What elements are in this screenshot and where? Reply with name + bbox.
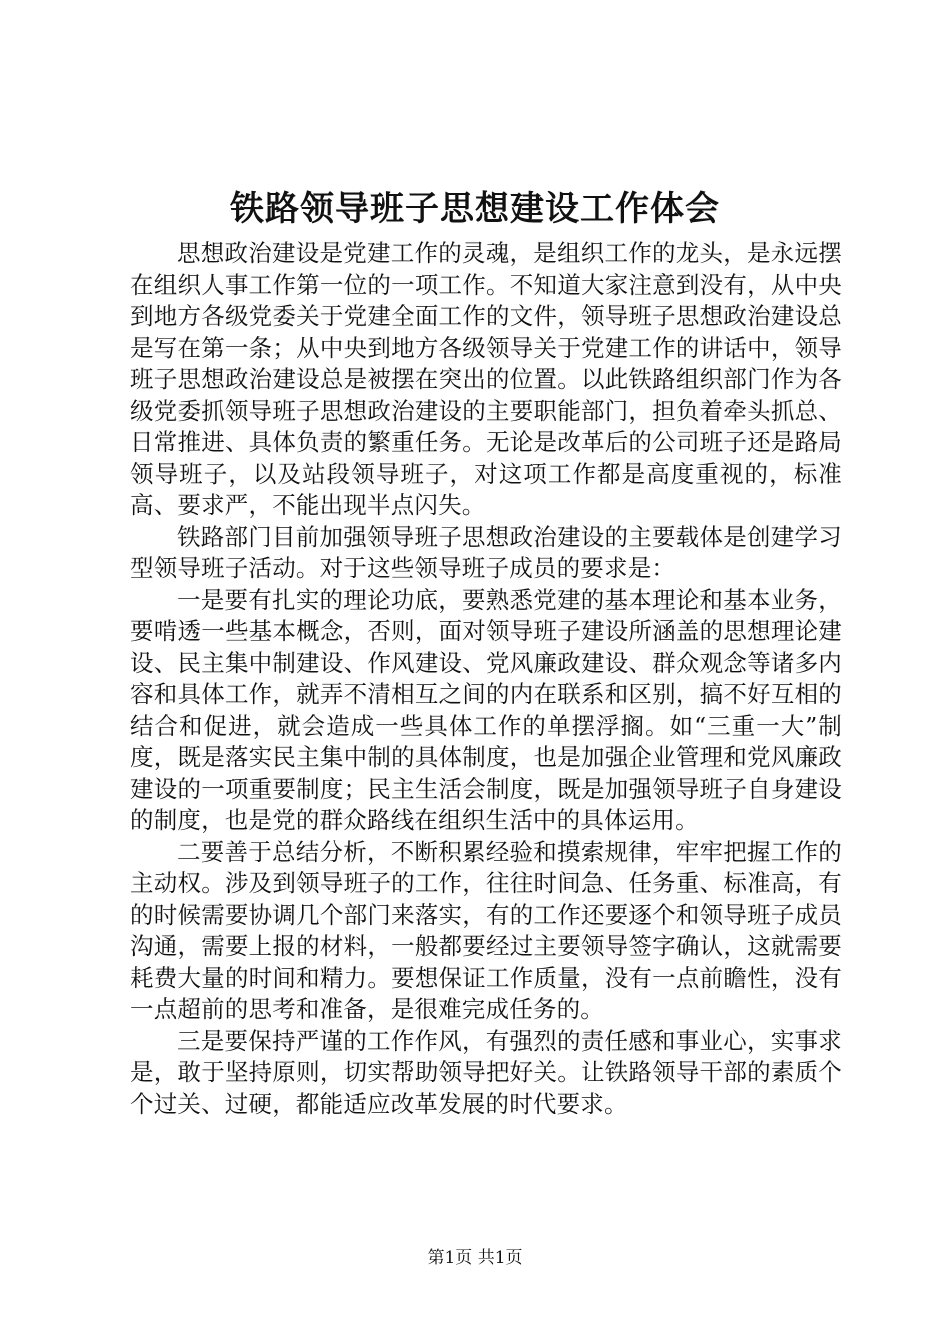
paragraph-3: 一是要有扎实的理论功底，要熟悉党建的基本理论和基本业务，要啃透一些基本概念，否则，面对领导班子建设所涵盖的思想理论建设、民主集中制建设、作风建设、党风廉政建设、群众观念等诸多内容和具体工作，就弄不清相互之间的内在联系和区别，搞不好互相的结合和促进，就会造成一些具体工作的单摆浮搁。如“三重一大”制度，既是落实民主集中制的具体制度，也是加强企业管理和党风廉政建设的一项重要制度；民主生活会制度，既是加强领导班子自身建设的制度，也是党的群众路线在组织生活中的具体运用。 <box>130 585 842 834</box>
paragraph-1: 思想政治建设是党建工作的灵魂，是组织工作的龙头，是永远摆在组织人事工作第一位的一项工作。不知道大家注意到没有，从中央到地方各级党委关于党建全面工作的文件，领导班子思想政治建设总是写在第一条；从中央到地方各级领导关于党建工作的讲话中，领导班子思想政治建设总是被摆在突出的位置。以此铁路组织部门作为各级党委抓领导班子思想政治建设的主要职能部门，担负着牵头抓总、日常推进、具体负责的繁重任务。无论是改革后的公司班子还是路局领导班子，以及站段领导班子，对这项工作都是高度重视的，标准高、要求严，不能出现半点闪失。 <box>130 239 842 519</box>
document-title: 铁路领导班子思想建设工作体会 <box>230 189 720 229</box>
paragraph-4: 二要善于总结分析，不断积累经验和摸索规律，牢牢把握工作的主动权。涉及到领导班子的工作，往往时间急、任务重、标准高，有的时候需要协调几个部门来落实，有的工作还要逐个和领导班子成员沟通，需要上报的材料，一般都要经过主要领导签字确认，这就需要耗费大量的时间和精力。要想保证工作质量，没有一点前瞻性，没有一点超前的思考和准备，是很难完成任务的。 <box>130 837 842 1023</box>
paragraph-2: 铁路部门目前加强领导班子思想政治建设的主要载体是创建学习型领导班子活动。对于这些领导班子成员的要求是： <box>130 522 842 582</box>
page-number-footer: 第1页 共1页 <box>427 1248 523 1268</box>
document-body <box>130 238 842 1120</box>
paragraph-5: 三是要保持严谨的工作作风，有强烈的责任感和事业心，实事求是，敢于坚持原则，切实帮助领导把好关。让铁路领导干部的素质个个过关、过硬，都能适应改革发展的时代要求。 <box>130 1026 842 1118</box>
